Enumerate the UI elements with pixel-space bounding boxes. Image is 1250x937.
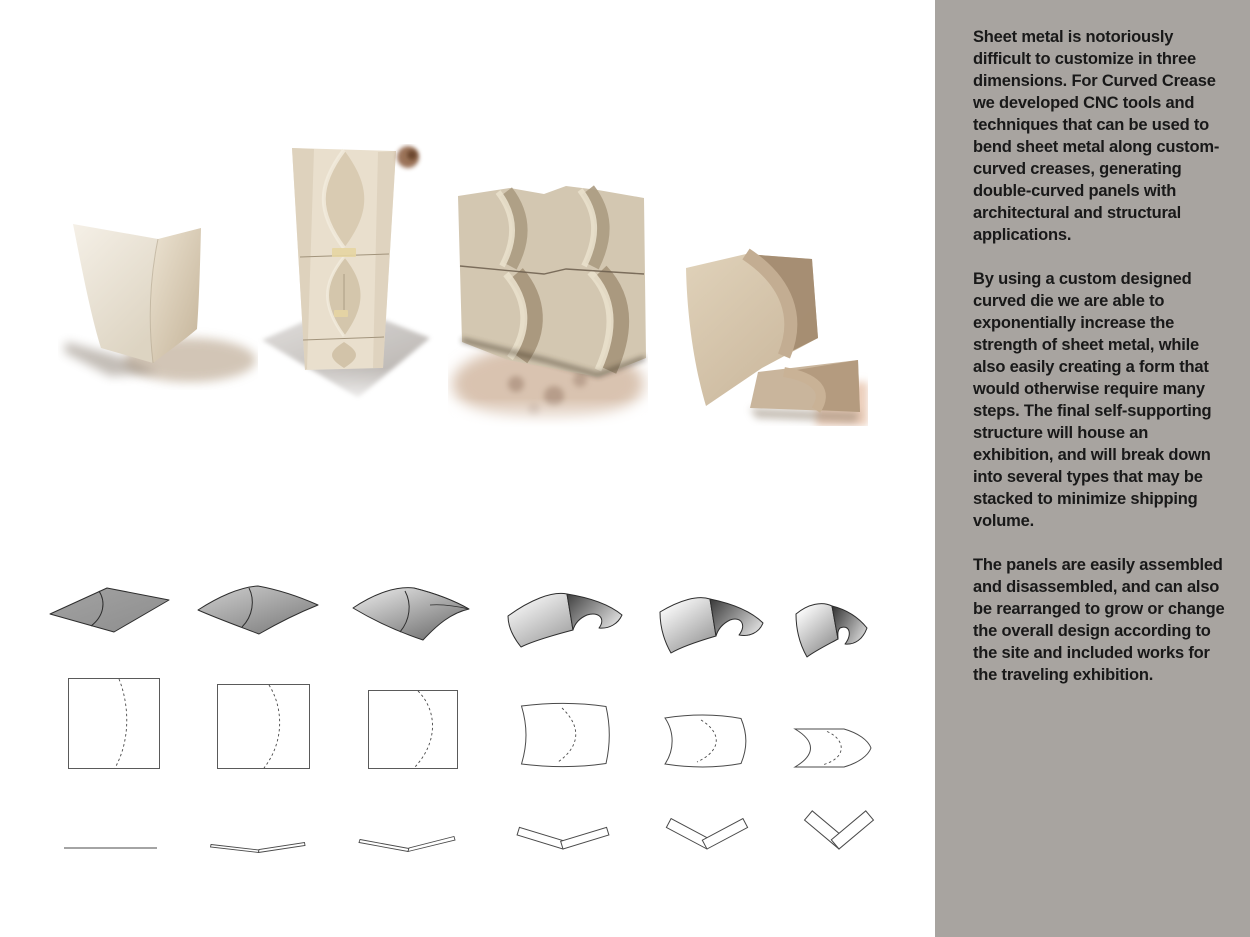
- crease-pattern-step-6: [792, 727, 876, 769]
- description-sidebar: [935, 0, 1250, 937]
- crease-pattern-step-2: [217, 684, 310, 769]
- photo-panel-wall: [448, 182, 648, 428]
- fold-step-6-3d: [788, 594, 874, 662]
- fold-step-4-3d: [500, 586, 626, 652]
- photo-curved-crease-tower: [256, 144, 438, 422]
- fold-step-5-3d: [650, 588, 770, 658]
- paragraph-assembly: The panels are easily assembled and disassembled, and can also be rearranged to grow or change the overall design according to the site and included works for the traveling exhibition.: [973, 556, 1225, 684]
- photo-v-fold-model: [58, 210, 258, 390]
- crease-pattern-step-4: [517, 701, 611, 769]
- fold-step-3-3d: [350, 582, 472, 644]
- crease-pattern-step-1: [68, 678, 160, 769]
- crease-pattern-step-3: [368, 690, 458, 769]
- profile-step-6: [788, 799, 888, 851]
- profile-step-4: [512, 815, 612, 851]
- paragraph-structure: By using a custom designed curved die we are able to exponentially increase the strength of sheet metal, while also easily creating a form that would otherwise require many steps. The final self-supporting structure will house an exhibition, and will break down into several types that may be stacked to minimize shipping volume.: [973, 270, 1212, 530]
- profile-step-2: [210, 838, 306, 853]
- profile-step-3: [358, 833, 456, 852]
- fold-step-2-3d: [196, 580, 320, 638]
- profile-step-5: [656, 807, 756, 851]
- fold-step-1-3d: [48, 585, 172, 635]
- paragraph-process: Sheet metal is notoriously difficult to customize in three dimensions. For Curved Crease we developed CNC tools and techniques that can be used to bend sheet metal along custom-curved creases, generating double-curved panels with architectural and structural applications.: [973, 28, 1220, 244]
- crease-pattern-step-5: [660, 713, 748, 769]
- photo-panel-closeup: [666, 246, 868, 426]
- profile-step-1: [64, 845, 158, 851]
